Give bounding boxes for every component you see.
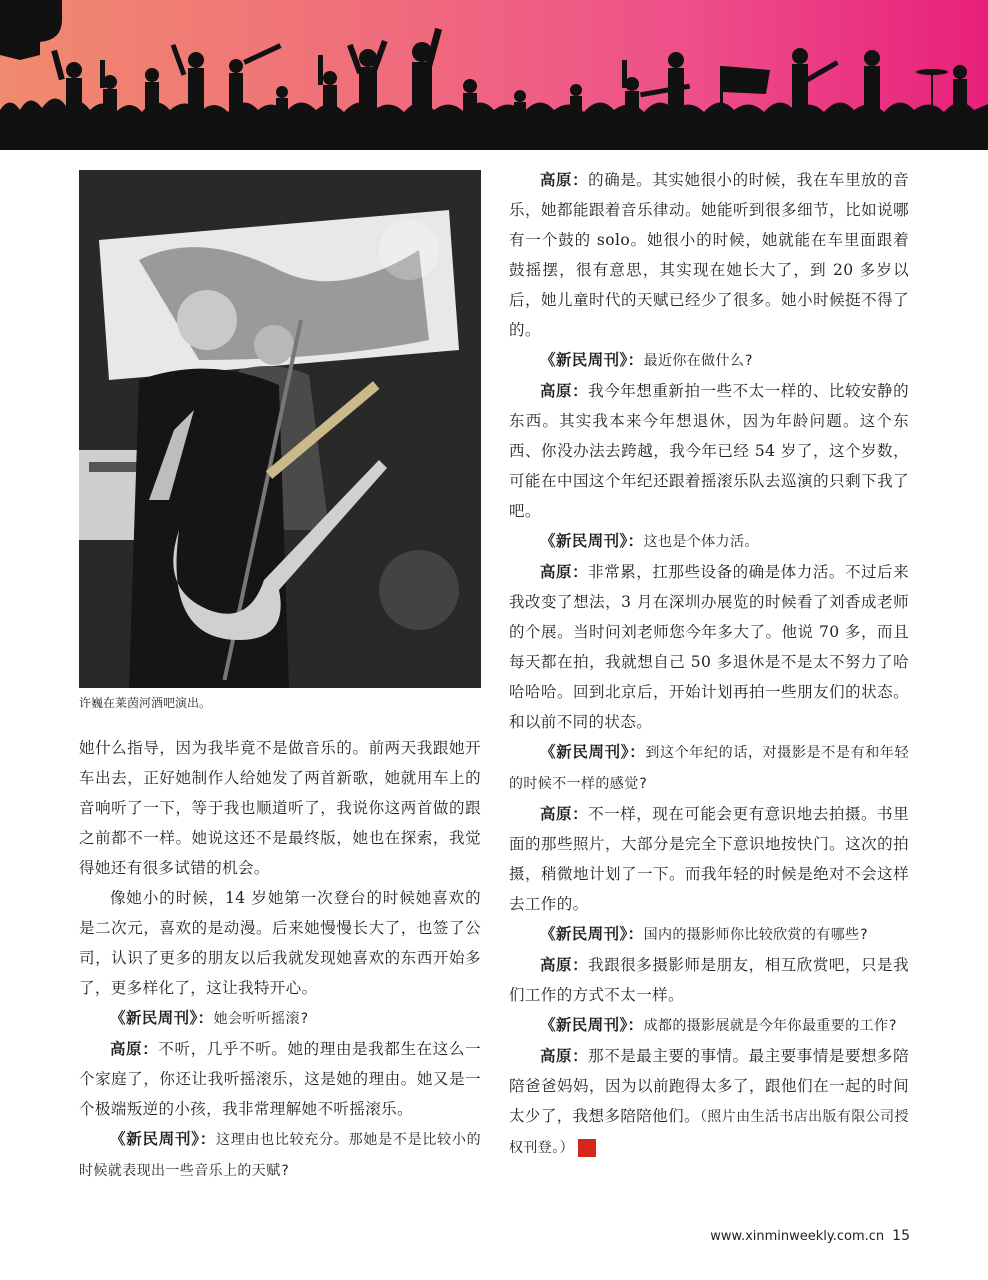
page-footer	[710, 1228, 910, 1244]
speaker-label: 高原：	[540, 382, 589, 400]
photo-caption: 许巍在莱茵河酒吧演出。	[79, 696, 212, 710]
speaker-label: 《新民周刊》：	[540, 532, 644, 550]
interview-answer: 高原：那不是最主要的事情。最主要事情是要想多陪陪爸爸妈妈，因为以前跑得太多了，跟他们在一起的时间太少了，我想多陪陪他们。（照片由生活书店出版有限公司授权刊登。） 民	[509, 1047, 909, 1156]
paragraph: 像她小的时候，14 岁她第一次登台的时候她喜欢的是二次元，喜欢的是动漫。后来她慢慢长大了，也签了公司，认识了更多的朋友以后我就发现她喜欢的东西开始多了，更多样化了，这让我特开心。	[79, 889, 481, 997]
speaker-label: 《新民周刊》：	[540, 743, 646, 761]
speaker-label: 高原：	[540, 563, 589, 581]
concert-photo	[79, 170, 481, 688]
interview-answer: 高原：我今年想重新拍一些不太一样的、比较安静的东西。其实我本来今年想退休，因为年龄问题。这个东西、你没办法去跨越，我今年已经 54 岁了，这个岁数，可能在中国这个年纪还跟着摇滚乐队去巡演的只剩下我了吧。	[509, 382, 909, 520]
speaker-label: 《新民周刊》：	[110, 1130, 216, 1148]
photo-credit: （照片由生活书店出版有限公司授权刊登。）	[509, 1109, 909, 1156]
paragraph: 她什么指导，因为我毕竟不是做音乐的。前两天我跟她开车出去，正好她制作人给她发了两首新歌，她就用车上的音响听了一下，等于我也顺道听了，我说你这两首做的跟之前都不一样。她说这还不是最终版，她也在探索，我觉得她还有很多试错的机会。	[79, 739, 481, 877]
speaker-label: 高原：	[110, 1040, 159, 1058]
interview-question: 《新民周刊》：成都的摄影展就是今年你最重要的工作?	[540, 1016, 898, 1034]
interview-question: 《新民周刊》：这也是个体力活。	[540, 532, 759, 550]
interview-question: 《新民周刊》：最近你在做什么?	[540, 351, 754, 369]
interview-answer: 高原：不听，几乎不听。她的理由是我都生在这么一个家庭了，你还让我听摇滚乐，这是她的理由。她又是一个极端叛逆的小孩，我非常理解她不听摇滚乐。	[79, 1040, 481, 1118]
interview-question: 《新民周刊》：她会听听摇滚?	[110, 1009, 309, 1027]
interview-question: 《新民周刊》：国内的摄影师你比较欣赏的有哪些?	[540, 925, 869, 943]
speaker-label: 高原：	[540, 1047, 589, 1065]
interview-answer: 高原：的确是。其实她很小的时候，我在车里放的音乐，她都能跟着音乐律动。她能听到很多细节，比如说哪有一个鼓的 solo。她很小的时候，她就能在车里面跟着鼓摇摆，很有意思，其实现在她长大了，到 20 多岁以后，她儿童时代的天赋已经少了很多。她小时候挺不得了的。	[509, 171, 909, 339]
speaker-label: 《新民周刊》：	[540, 925, 644, 943]
interview-answer: 高原：不一样，现在可能会更有意识地去拍摄。书里面的那些照片，大部分是完全下意识地按快门。这次的拍摄，稍微地计划了一下。而我年轻的时候是绝对不会这样去工作的。	[509, 805, 909, 913]
interview-answer: 高原：我跟很多摄影师是朋友，相互欣赏吧，只是我们工作的方式不太一样。	[509, 956, 909, 1004]
header-banner	[0, 0, 988, 150]
interview-question: 《新民周刊》：到这个年纪的话，对摄影是不是有和年轻的时候不一样的感觉?	[509, 743, 909, 792]
crowd-silhouette-icon	[0, 0, 988, 150]
website-url: www.xinminweekly.com.cn	[710, 1229, 885, 1244]
speaker-label: 《新民周刊》：	[540, 1016, 644, 1034]
page-number: 15	[892, 1228, 910, 1244]
end-mark-icon: 民	[578, 1139, 596, 1157]
interview-question: 《新民周刊》：这理由也比较充分。那她是不是比较小的时候就表现出一些音乐上的天赋?	[79, 1130, 481, 1179]
speaker-label: 高原：	[540, 171, 589, 189]
speaker-label: 高原：	[540, 805, 589, 823]
speaker-label: 高原：	[540, 956, 589, 974]
speaker-label: 《新民周刊》：	[540, 351, 644, 369]
speaker-label: 《新民周刊》：	[110, 1009, 214, 1027]
left-column	[79, 733, 481, 1186]
interview-answer: 高原：非常累，扛那些设备的确是体力活。不过后来我改变了想法，3 月在深圳办展览的时候看了刘香成老师的个展。当时问刘老师您今年多大了。他说 70 多，而且每天都在拍，我就想自己 50 多退休是不是太不努力了哈哈哈哈。回到北京后，开始计划再拍一些朋友们的状态。和以前不同的状态。	[509, 563, 909, 731]
right-column	[509, 165, 909, 1163]
